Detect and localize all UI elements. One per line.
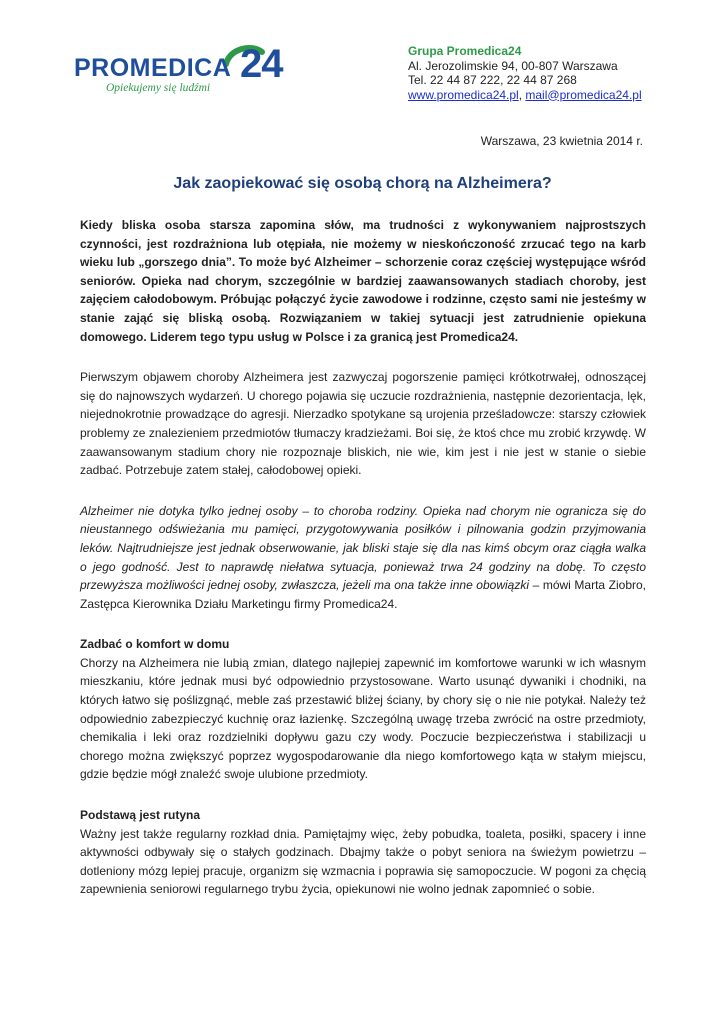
website-link[interactable]: www.promedica24.pl — [408, 87, 519, 102]
email-link[interactable]: mail@promedica24.pl — [525, 87, 642, 102]
quote-text: Alzheimer nie dotyka tylko jednej osoby – to choroba rodziny. Opieka nad chorym nie ogranicza się do nieustannego odświeżania mu pamięci, przygotowywania posiłków i pilnowania godzin przyjmowania leków. Najtrudniejsze jest jednak obserwowanie, jak bliski staje się dla nas kimś obcym oraz ciągła walka o jego godność. Jest to naprawdę niełatwa sytuacja, ponieważ trwa 24 godziny na dobę. To często przewyższa możliwości jednej osoby, zwłaszcza, jeżeli ma ona także inne obowiązki — [80, 503, 646, 593]
paragraph-symptoms: Pierwszym objawem choroby Alzheimera jest zazwyczaj pogorszenie pamięci krótkotrwałej, odnoszącej się do najnowszych wydarzeń. U chorego pojawia się uczucie rozdrażnienia, następnie dezorientacja, lęk, niejednokrotnie prowadzące do agresji. Nierzadko spotykane są urojenia prześladowcze: starszy człowiek problemy ze znalezieniem przedmiotów tłumaczy kradzieżami. Boi się, że ktoś chce mu zrobić krzywdę. W zaawansowanym stadium chory nie rozpoznaje bliskich, nie wie, kim jest i nie jest w stanie o siebie zadbać. Potrzebuje zatem stałej, całodobowej opieki. — [80, 370, 646, 478]
contact-phone: Tel. 22 44 87 222, 22 44 87 268 — [408, 73, 577, 87]
logo-tagline: Opiekujemy się ludźmi — [106, 82, 211, 94]
contact-links — [408, 88, 642, 103]
promedica24-logo[interactable] — [74, 42, 294, 100]
lead-paragraph: Kiedy bliska osoba starsza zapomina słów, ma trudności z wykonywaniem najprostszych czynności, jest rozdrażniona lub otępiała, nie możemy w nieskończoność zrzucać tego na karb wieku lub „gorszego dnia”. To może być Alzheimer – schorzenie coraz częściej występujące wśród seniorów. Opieka nad chorym, szczególnie w bardziej zaawansowanych stadiach choroby, jest zajęciem całodobowym. Próbując połączyć życie zawodowe i rodzinne, często sami nie jesteśmy w stanie zająć się bliską osobą. Rozwiązaniem w takiej sytuacji jest zatrudnienie opiekuna domowego. Liderem tego typu usług w Polsce i za granicą jest Promedica24. — [80, 218, 646, 344]
section-heading-routine: Podstawą jest rutyna — [80, 808, 201, 823]
document-title: Jak zaopiekować się osobą chorą na Alzheimera? — [173, 175, 552, 192]
contact-address: Al. Jerozolimskie 94, 00-807 Warszawa — [408, 58, 618, 73]
document-date: Warszawa, 23 kwietnia 2014 r. — [480, 134, 643, 148]
section-text-routine: Ważny jest także regularny rozkład dnia. Pamiętajmy więc, żeby pobudka, toaleta, posiłki, spacery i inne aktywności odbywały się o stałych godzinach. Dbajmy także o pobyt seniora na świeżym powietrzu – dotleniony mózg lepiej pracuje, organizm się wzmacnia i poprawia się samopoczucie. W pogoni za chęcią zapewnienia seniorowi regularnego trybu życia, opiekunowi nie wolno jednak zapomnieć o sobie. — [80, 826, 646, 897]
document-body — [80, 216, 646, 899]
logo-number: 24 — [240, 42, 283, 86]
links-separator: , — [518, 87, 526, 102]
contact-org: Grupa Promedica24 — [408, 44, 522, 58]
contact-block — [408, 44, 642, 102]
section-heading-comfort: Zadbać o komfort w domu — [80, 637, 230, 652]
quote-attribution: – mówi Marta Ziobro, Zastępca Kierownika Działu Marketingu firmy Promedica24. — [80, 578, 646, 611]
logo-wordmark: PROMEDICA — [74, 54, 232, 82]
quote-paragraph — [80, 502, 646, 614]
section-text-comfort: Chorzy na Alzheimera nie lubią zmian, dlatego najlepiej zapewnić im komfortowe warunki w ich własnym mieszkaniu, które jednak musi być odpowiednio przystosowane. Warto usunąć dywaniki i chodniki, na których łatwo się poślizgnąć, meble zaś przestawić bliżej ściany, by chory się o nie nie potykał. Należy też odpowiednio zabezpieczyć kuchnię oraz łazienkę. Szczególną uwagę trzeba zwrócić na ostre przedmioty, chemikalia i leki oraz rozdzielniki dopływu gazu czy wody. Poczucie bezpieczeństwa i stabilizacji u chorego można zwiększyć poprzez wygospodarowanie dla niego komfortowego kąta w stałym miejscu, gdzie będzie mógł znaleźć swoje ulubione przedmioty. — [80, 655, 646, 782]
